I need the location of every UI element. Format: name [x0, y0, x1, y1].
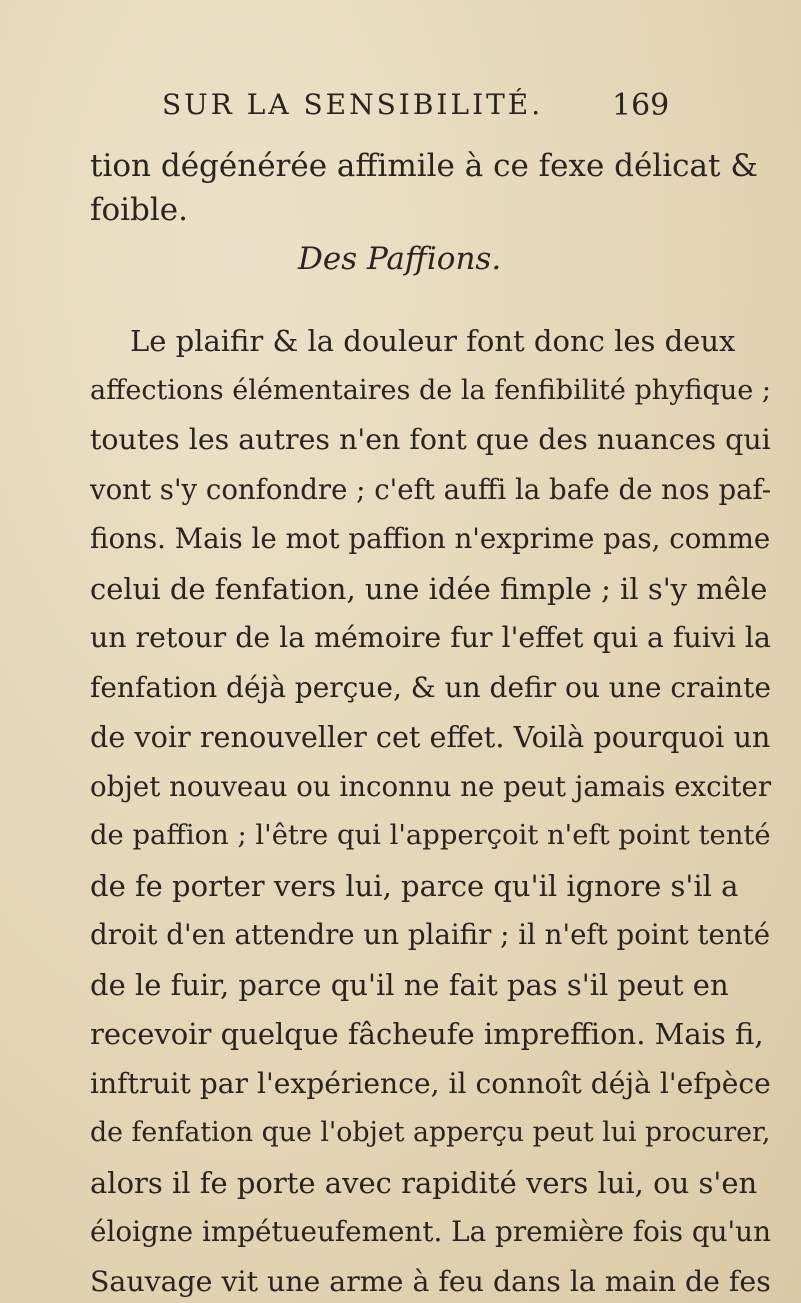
text-line: de fe porter vers lui, parce qu'il ignore s'il a: [90, 869, 739, 903]
text-line: tion dégénérée affimile à ce fexe délicat &: [90, 148, 758, 184]
text-line: inftruit par l'expérience, il connoît déjà l'efpèce: [90, 1067, 771, 1100]
text-line: Sauvage vit une arme à feu dans la main de fes: [90, 1265, 771, 1298]
text-line: celui de fenfation, une idée fimple ; il s'y mêle: [90, 572, 768, 606]
text-line: de le fuir, parce qu'il ne fait pas s'il peut en: [90, 968, 729, 1002]
text-line: foible.: [90, 192, 189, 228]
section-heading: Des Paffions.: [298, 241, 502, 277]
text-line: fenfation déjà perçue, & un defir ou une crainte: [90, 671, 771, 704]
text-line: droit d'en attendre un plaifir ; il n'eft point tenté: [90, 918, 771, 951]
text-line: vont s'y confondre ; c'eft auffi la bafe de nos paf-: [90, 473, 772, 506]
text-line: toutes les autres n'en font que des nuances qui: [90, 423, 771, 456]
text-line: de fenfation que l'objet apperçu peut lui procurer,: [90, 1117, 771, 1148]
page-number: 169: [612, 88, 670, 123]
text-line: objet nouveau ou inconnu ne peut jamais exciter: [90, 770, 772, 803]
text-line: alors il fe porte avec rapidité vers lui, ou s'en: [90, 1166, 758, 1200]
text-line: de paffion ; l'être qui l'apperçoit n'eft point tenté: [90, 820, 771, 851]
text-line: un retour de la mémoire fur l'effet qui a fuivi la: [90, 621, 771, 654]
text-line: éloigne impétueufement. La première fois qu'un: [90, 1215, 771, 1248]
text-line: Le plaifir & la douleur font donc les deux: [130, 324, 736, 358]
running-header: [162, 88, 670, 128]
text-line: de voir renouveller cet effet. Voilà pourquoi un: [90, 720, 771, 754]
text-line: affections élémentaires de la fenfibilité phyfique ;: [90, 375, 771, 406]
text-line: fions. Mais le mot paffion n'exprime pas, comme: [90, 522, 771, 555]
running-title: SUR LA SENSIBILITÉ.: [162, 88, 544, 121]
text-line: recevoir quelque fâcheufe impreffion. Mais fi,: [90, 1017, 764, 1051]
